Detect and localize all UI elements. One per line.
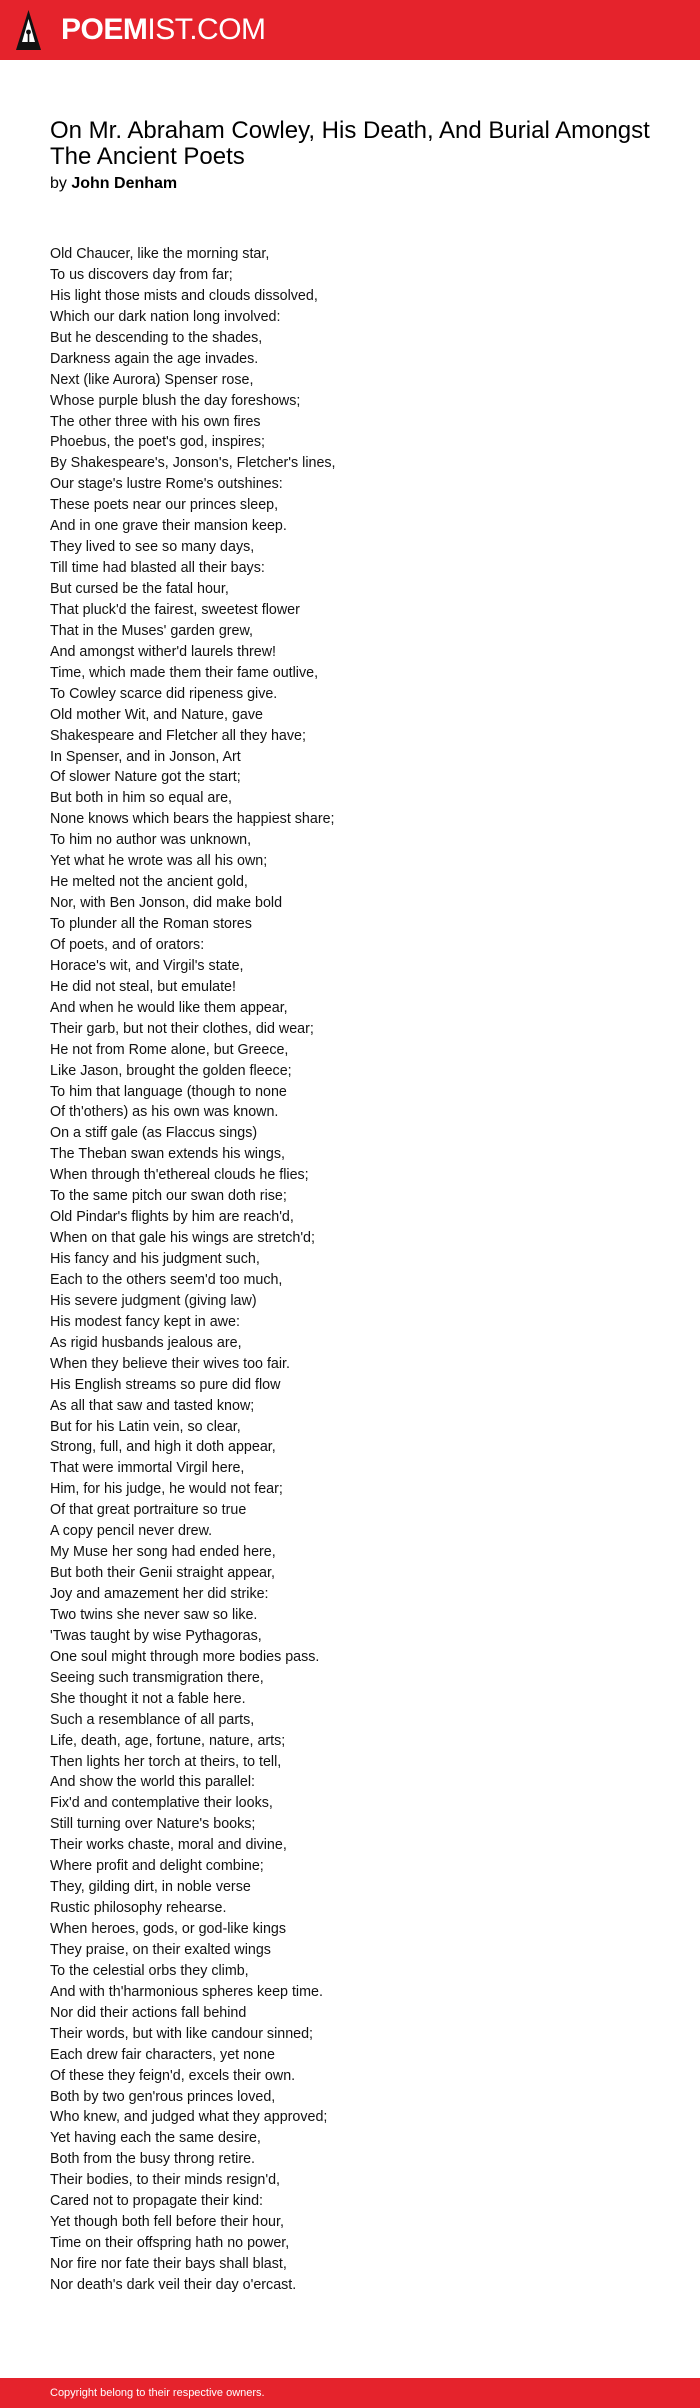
poem-line: Yet having each the same desire, bbox=[50, 2130, 261, 2147]
poem-line: But both their Genii straight appear, bbox=[50, 1565, 275, 1582]
poem-line: Their words, but with like candour sinned; bbox=[50, 2025, 314, 2042]
poem-line: His light those mists and clouds dissolved, bbox=[50, 287, 318, 304]
poem-line: To Cowley scarce did ripeness give. bbox=[50, 685, 278, 702]
poem-line: Of poets, and of orators: bbox=[50, 936, 205, 953]
poem-line: But for his Latin vein, so clear, bbox=[50, 1418, 241, 1435]
poem-line: Both from the busy throng retire. bbox=[50, 2151, 256, 2168]
brand-light: IST.COM bbox=[147, 13, 266, 46]
poem-line: And in one grave their mansion keep. bbox=[50, 518, 287, 535]
poem-line: Old Chaucer, like the morning star, bbox=[50, 246, 270, 262]
poem-line: Both by two gen'rous princes loved, bbox=[50, 2088, 276, 2105]
poem-line: Nor, with Ben Jonson, did make bold bbox=[50, 895, 283, 912]
poem-line: They, gilding dirt, in noble verse bbox=[50, 1879, 251, 1896]
poem-line: Fix'd and contemplative their looks, bbox=[50, 1795, 273, 1812]
poem-line: Yet though both fell before their hour, bbox=[50, 2214, 284, 2231]
poem-line: Phoebus, the poet's god, inspires; bbox=[50, 434, 265, 451]
poem-line: He melted not the ancient gold, bbox=[50, 874, 248, 891]
poem-line: Of slower Nature got the start; bbox=[50, 769, 241, 786]
poem-line: Where profit and delight combine; bbox=[50, 1858, 264, 1875]
poem-line: Our stage's lustre Rome's outshines: bbox=[50, 476, 283, 493]
poem-line: Joy and amazement her did strike: bbox=[50, 1586, 269, 1602]
poem-line: To the same pitch our swan doth rise; bbox=[50, 1188, 287, 1205]
poem-line: Whose purple blush the day foreshows; bbox=[50, 392, 301, 409]
poem-line: Darkness again the age invades. bbox=[50, 350, 259, 367]
byline bbox=[50, 174, 177, 194]
poem-line: Their bodies, to their minds resign'd, bbox=[50, 2172, 280, 2189]
poem-line: That in the Muses' garden grew, bbox=[50, 622, 253, 639]
poem-line: Each to the others seem'd too much, bbox=[50, 1271, 283, 1288]
poem-line: And when he would like them appear, bbox=[50, 999, 288, 1016]
poem-line: To him no author was unknown, bbox=[50, 832, 252, 849]
poem-line: As rigid husbands jealous are, bbox=[50, 1334, 242, 1351]
poem-line: He not from Rome alone, but Greece, bbox=[50, 1041, 289, 1058]
poem-line: Their garb, but not their clothes, did wear; bbox=[50, 1020, 314, 1037]
poem-body bbox=[50, 244, 650, 2296]
poem-line: Him, for his judge, he would not fear; bbox=[50, 1481, 283, 1498]
poem-line: When they believe their wives too fair. bbox=[50, 1355, 290, 1372]
poem-line: Then lights her torch at theirs, to tell, bbox=[50, 1753, 282, 1770]
poem-line: Old Pindar's flights by him are reach'd, bbox=[50, 1209, 294, 1226]
poem-line: The other three with his own fires bbox=[50, 413, 261, 430]
poem-line: The Theban swan extends his wings, bbox=[50, 1146, 285, 1163]
poem-line: His severe judgment (giving law) bbox=[50, 1292, 257, 1309]
pen-nib-icon[interactable] bbox=[15, 9, 42, 51]
poem-line: On a stiff gale (as Flaccus sings) bbox=[50, 1125, 258, 1142]
poem-line: Nor did their actions fall behind bbox=[50, 2004, 247, 2021]
poem-line: But both in him so equal are, bbox=[50, 790, 232, 807]
poem-line: Shakespeare and Fletcher all they have; bbox=[50, 727, 306, 744]
poem-line: Such a resemblance of all parts, bbox=[50, 1711, 255, 1728]
poem-line: Till time had blasted all their bays: bbox=[50, 560, 265, 577]
poem-line: Who knew, and judged what they approved; bbox=[50, 2109, 328, 2126]
poem-line: And with th'harmonious spheres keep time. bbox=[50, 1983, 323, 2000]
author-link[interactable]: John Denham bbox=[71, 175, 178, 192]
by-label: by bbox=[50, 175, 67, 192]
poem-line: Next (like Aurora) Spenser rose, bbox=[50, 371, 254, 388]
poem-line: He did not steal, but emulate! bbox=[50, 978, 236, 995]
poem-line: To plunder all the Roman stores bbox=[50, 916, 252, 932]
poem-line: Like Jason, brought the golden fleece; bbox=[50, 1062, 292, 1079]
poem-line: Old mother Wit, and Nature, gave bbox=[50, 706, 263, 723]
poem-line: That pluck'd the fairest, sweetest flower bbox=[50, 601, 300, 618]
poem-title: On Mr. Abraham Cowley, His Death, And Burial Amongst The Ancient Poets bbox=[50, 117, 650, 170]
poem-line: To the celestial orbs they climb, bbox=[50, 1962, 249, 1979]
site-footer bbox=[0, 2378, 700, 2408]
poem-line: She thought it not a fable here. bbox=[50, 1690, 246, 1707]
poem-line: Nor fire nor fate their bays shall blast, bbox=[50, 2256, 287, 2272]
poem-line: Of that great portraiture so true bbox=[50, 1502, 247, 1519]
poem-line: In Spenser, and in Jonson, Art bbox=[50, 748, 241, 765]
poem-line: Rustic philosophy rehearse. bbox=[50, 1900, 227, 1917]
poem-line: A copy pencil never drew. bbox=[50, 1523, 213, 1540]
poem-line: These poets near our princes sleep, bbox=[50, 497, 279, 514]
poem-line: Strong, full, and high it doth appear, bbox=[50, 1439, 276, 1456]
poem-line: Time, which made them their fame outlive, bbox=[50, 664, 319, 681]
poem-line: When heroes, gods, or god-like kings bbox=[50, 1921, 287, 1937]
poem-line: Of th'others) as his own was known. bbox=[50, 1104, 279, 1121]
poem-line: When on that gale his wings are stretch'd; bbox=[50, 1230, 315, 1247]
poem-line: But he descending to the shades, bbox=[50, 329, 263, 346]
poem-line: None knows which bears the happiest share; bbox=[50, 811, 335, 828]
poem-line: His modest fancy kept in awe: bbox=[50, 1313, 240, 1330]
poem-line: 'Twas taught by wise Pythagoras, bbox=[50, 1627, 262, 1644]
poem-line: Nor death's dark veil their day o'ercast. bbox=[50, 2276, 297, 2293]
poem-line: They praise, on their exalted wings bbox=[50, 1941, 271, 1958]
poem-line: Still turning over Nature's books; bbox=[50, 1816, 256, 1833]
poem-line: Each drew fair characters, yet none bbox=[50, 2046, 275, 2063]
poem-line: Time on their offspring hath no power, bbox=[50, 2235, 290, 2252]
poem-line: When through th'ethereal clouds he flies; bbox=[50, 1167, 309, 1184]
poem-line: My Muse her song had ended here, bbox=[50, 1544, 276, 1561]
site-header bbox=[0, 0, 700, 60]
poem-line: His fancy and his judgment such, bbox=[50, 1251, 260, 1267]
poem-line: Two twins she never saw so like. bbox=[50, 1606, 258, 1623]
poem-line: His English streams so pure did flow bbox=[50, 1376, 281, 1393]
poem-line: That were immortal Virgil here, bbox=[50, 1460, 245, 1477]
site-logo-text[interactable] bbox=[61, 13, 266, 47]
copyright-text: Copyright belong to their respective owners. bbox=[50, 2387, 265, 2399]
poem-line: As all that saw and tasted know; bbox=[50, 1397, 255, 1414]
poem-line: One soul might through more bodies pass. bbox=[50, 1648, 320, 1665]
poem-line: And amongst wither'd laurels threw! bbox=[50, 643, 277, 660]
poem-line: Their works chaste, moral and divine, bbox=[50, 1837, 287, 1854]
poem-line: Yet what he wrote was all his own; bbox=[50, 853, 268, 870]
poem-line: Seeing such transmigration there, bbox=[50, 1669, 264, 1686]
poem-line: Of these they feign'd, excels their own. bbox=[50, 2067, 296, 2084]
poem-line: They lived to see so many days, bbox=[50, 539, 255, 556]
poem-line: Which our dark nation long involved: bbox=[50, 308, 281, 325]
poem-line: To him that language (though to none bbox=[50, 1083, 287, 1100]
poem-line: But cursed be the fatal hour, bbox=[50, 581, 229, 597]
brand-bold: POEM bbox=[61, 13, 148, 46]
poem-line: Horace's wit, and Virgil's state, bbox=[50, 957, 244, 974]
poem-line: Life, death, age, fortune, nature, arts; bbox=[50, 1732, 286, 1749]
poem-line: To us discovers day from far; bbox=[50, 266, 233, 283]
poem-line: And show the world this parallel: bbox=[50, 1774, 256, 1791]
poem-line: Cared not to propagate their kind: bbox=[50, 2193, 264, 2210]
poem-line: By Shakespeare's, Jonson's, Fletcher's lines, bbox=[50, 455, 336, 472]
